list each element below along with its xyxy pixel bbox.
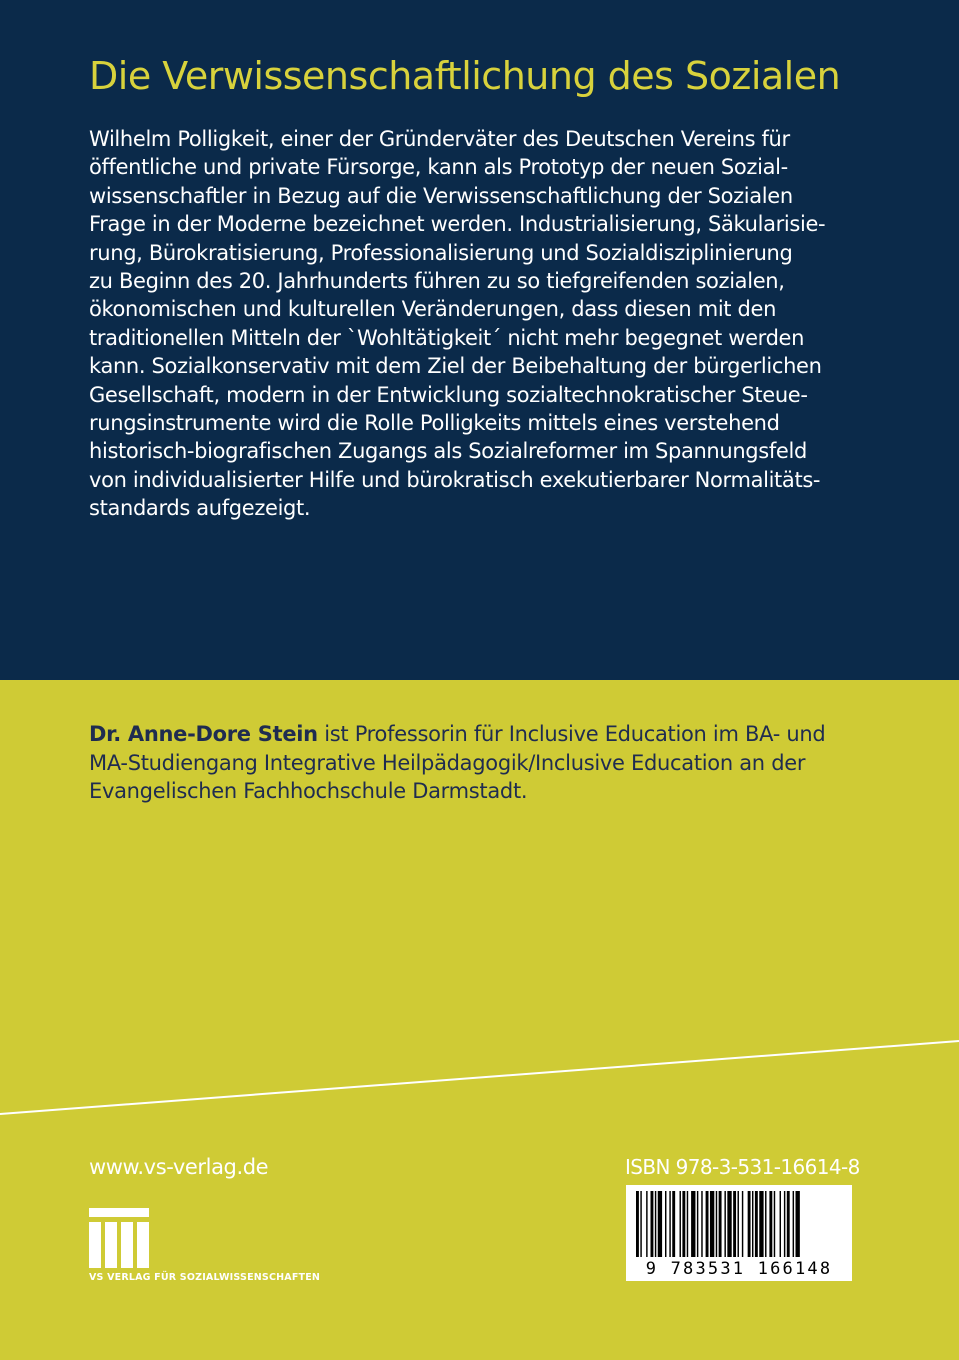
barcode-bar (680, 1191, 681, 1257)
barcode-bar (784, 1191, 785, 1257)
barcode-bar (774, 1191, 775, 1257)
blurb-line: traditionellen Mitteln der `Wohltätigkeit´ nicht mehr begegnet werden (89, 325, 805, 350)
blurb-line: Wilhelm Polligkeit, einer der Gründerväter des Deutschen Vereins für (89, 127, 790, 151)
author-bio-text: ist Professorin für Inclusive Education im BA- und (317, 722, 826, 746)
barcode-bar (780, 1191, 781, 1257)
blurb-line: zu Beginn des 20. Jahrhunderts führen zu so tiefgreifenden sozialen, (89, 269, 785, 294)
barcode-bar (793, 1191, 794, 1257)
barcode-bar (759, 1191, 763, 1257)
publisher-website: www.vs-verlag.de (89, 1155, 269, 1179)
barcode-bar (672, 1191, 675, 1257)
author-bio-line: MA-Studiengang Integrative Heilpädagogik/Inclusive Education an der (89, 750, 806, 775)
barcode-bar (742, 1191, 743, 1257)
blurb-line: Gesellschaft, modern in der Entwicklung sozialtechnokratischer Steue- (89, 382, 808, 407)
barcode (626, 1185, 852, 1281)
blurb-line: standards aufgezeigt. (89, 496, 311, 521)
publisher-logo-text: VS VERLAG FÜR SOZIALWISSENSCHAFTEN (89, 1272, 321, 1283)
barcode-bar (701, 1191, 702, 1257)
barcode-bar (755, 1191, 758, 1257)
barcode-bar (724, 1191, 725, 1257)
publisher-logo-icon (89, 1208, 149, 1268)
barcode-bar (655, 1191, 656, 1257)
barcode-bar (691, 1191, 695, 1257)
blurb-line: von individualisierter Hilfe und bürokratisch exekutierbarer Normalitäts- (89, 467, 821, 492)
barcode-bar (697, 1191, 698, 1257)
diagonal-divider-line (0, 1040, 959, 1130)
isbn: ISBN 978-3-531-16614-8 (625, 1155, 860, 1179)
blurb-line: ökonomischen und kulturellen Veränderungen, dass diesen mit den (89, 297, 777, 322)
barcode-bar (748, 1191, 751, 1257)
blurb-line: rungsinstrumente wird die Rolle Polligkeits mittels eines verstehend (89, 411, 780, 436)
barcode-digits: 9 783531 166148 (626, 1258, 852, 1280)
barcode-bar (646, 1191, 647, 1257)
barcode-bar (769, 1191, 772, 1257)
author-bio (89, 720, 869, 806)
barcode-bar (752, 1191, 753, 1257)
barcode-bar (710, 1191, 714, 1257)
barcode-bar (665, 1191, 666, 1257)
barcode-bar (651, 1191, 654, 1257)
barcode-bar (658, 1191, 662, 1257)
blurb-line: öffentliche und private Fürsorge, kann als Prototyp der neuen Sozial- (89, 155, 788, 180)
blurb-line: kann. Sozialkonservativ mit dem Ziel der Beibehaltung der bürgerlichen (89, 354, 822, 379)
barcode-bar (716, 1191, 717, 1257)
blurb-line: wissenschaftler in Bezug auf die Verwissenschaftlichung der Sozialen (89, 183, 793, 208)
barcode-bar (640, 1191, 641, 1257)
author-bio-line: Evangelischen Fachhochschule Darmstadt. (89, 779, 528, 803)
barcode-bar (636, 1191, 639, 1257)
barcode-bar (682, 1191, 685, 1257)
blurb-line: Frage in der Moderne bezeichnet werden. Industrialisierung, Säkularisie- (89, 212, 826, 237)
author-name: Dr. Anne-Dore Stein (89, 722, 318, 746)
author-bio-line (89, 720, 869, 749)
barcode-bar (687, 1191, 688, 1257)
barcode-bar (796, 1191, 800, 1257)
blurb-line: historisch-biografischen Zugangs als Sozialreformer im Spannungsfeld (89, 439, 807, 464)
book-title: Die Verwissenschaftlichung des Sozialen (89, 54, 841, 98)
barcode-bar (787, 1191, 790, 1257)
blurb-line: rung, Bürokratisierung, Professionalisierung und Sozialdisziplinierung (89, 240, 793, 265)
barcode-bar (719, 1191, 722, 1257)
barcode-bar (765, 1191, 766, 1257)
barcode-bar (733, 1191, 736, 1257)
book-blurb (89, 125, 859, 523)
barcode-bar (669, 1191, 670, 1257)
barcode-bar (738, 1191, 739, 1257)
barcode-bar (727, 1191, 731, 1257)
barcode-bar (706, 1191, 709, 1257)
